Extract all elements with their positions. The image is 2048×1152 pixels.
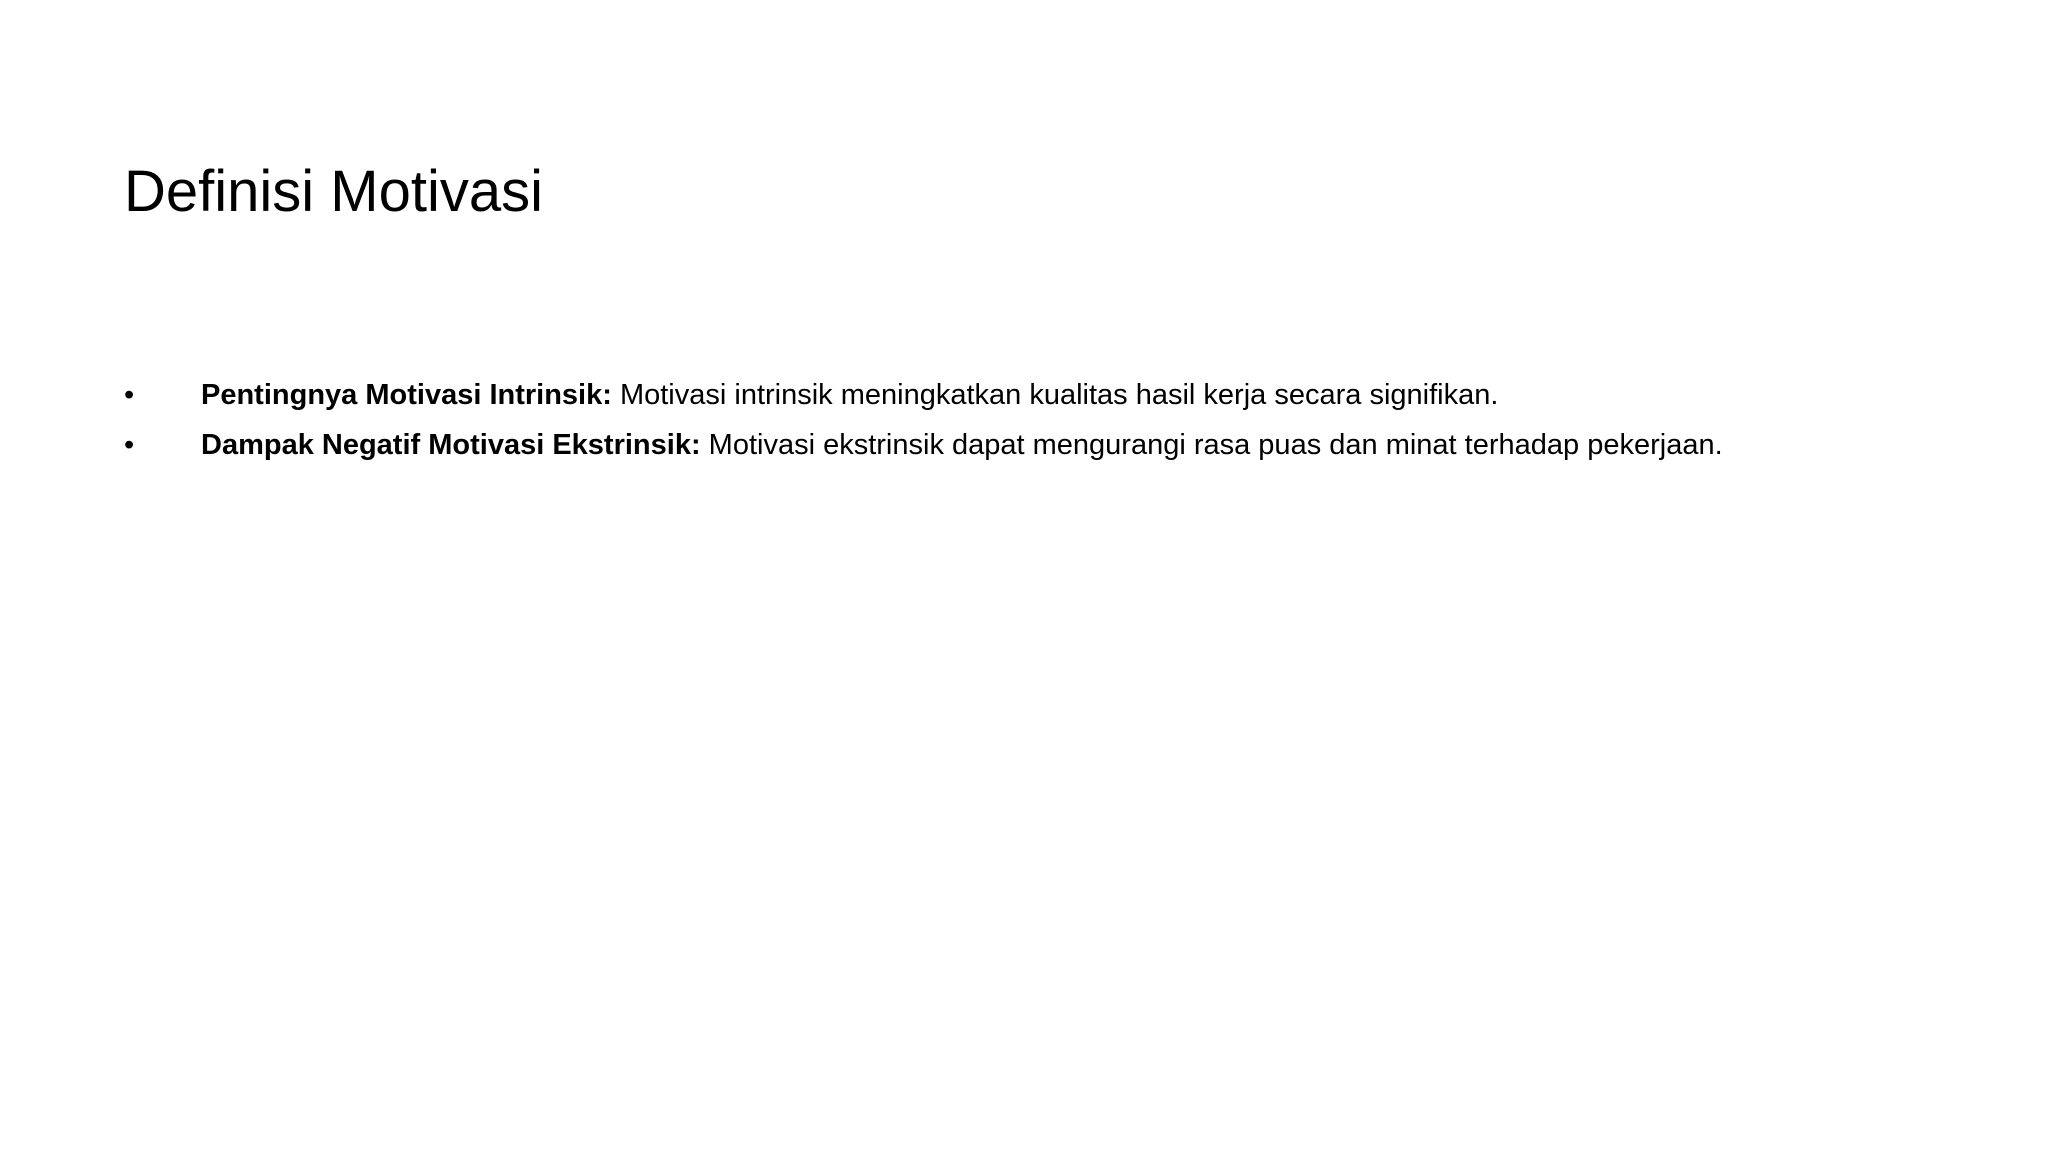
- bullet-body: [201, 370, 1498, 420]
- bullet-dot-icon: •: [124, 429, 135, 461]
- bullet-text: Motivasi ekstrinsik dapat mengurangi rasa puas dan minat terhadap pekerjaan.: [700, 429, 1723, 461]
- bullet-list: [124, 370, 1984, 470]
- bullet-term: Dampak Negatif Motivasi Ekstrinsik:: [201, 429, 701, 461]
- bullet-text: Motivasi intrinsik meningkatkan kualitas hasil kerja secara signifikan.: [611, 379, 1499, 411]
- bullet-body: [201, 420, 1723, 470]
- bullet-dot-icon: •: [124, 379, 135, 411]
- slide-title: Definisi Motivasi: [124, 159, 543, 224]
- bullet-item: [124, 420, 1984, 470]
- bullet-item: [124, 370, 1984, 420]
- bullet-term: Pentingnya Motivasi Intrinsik:: [201, 379, 612, 411]
